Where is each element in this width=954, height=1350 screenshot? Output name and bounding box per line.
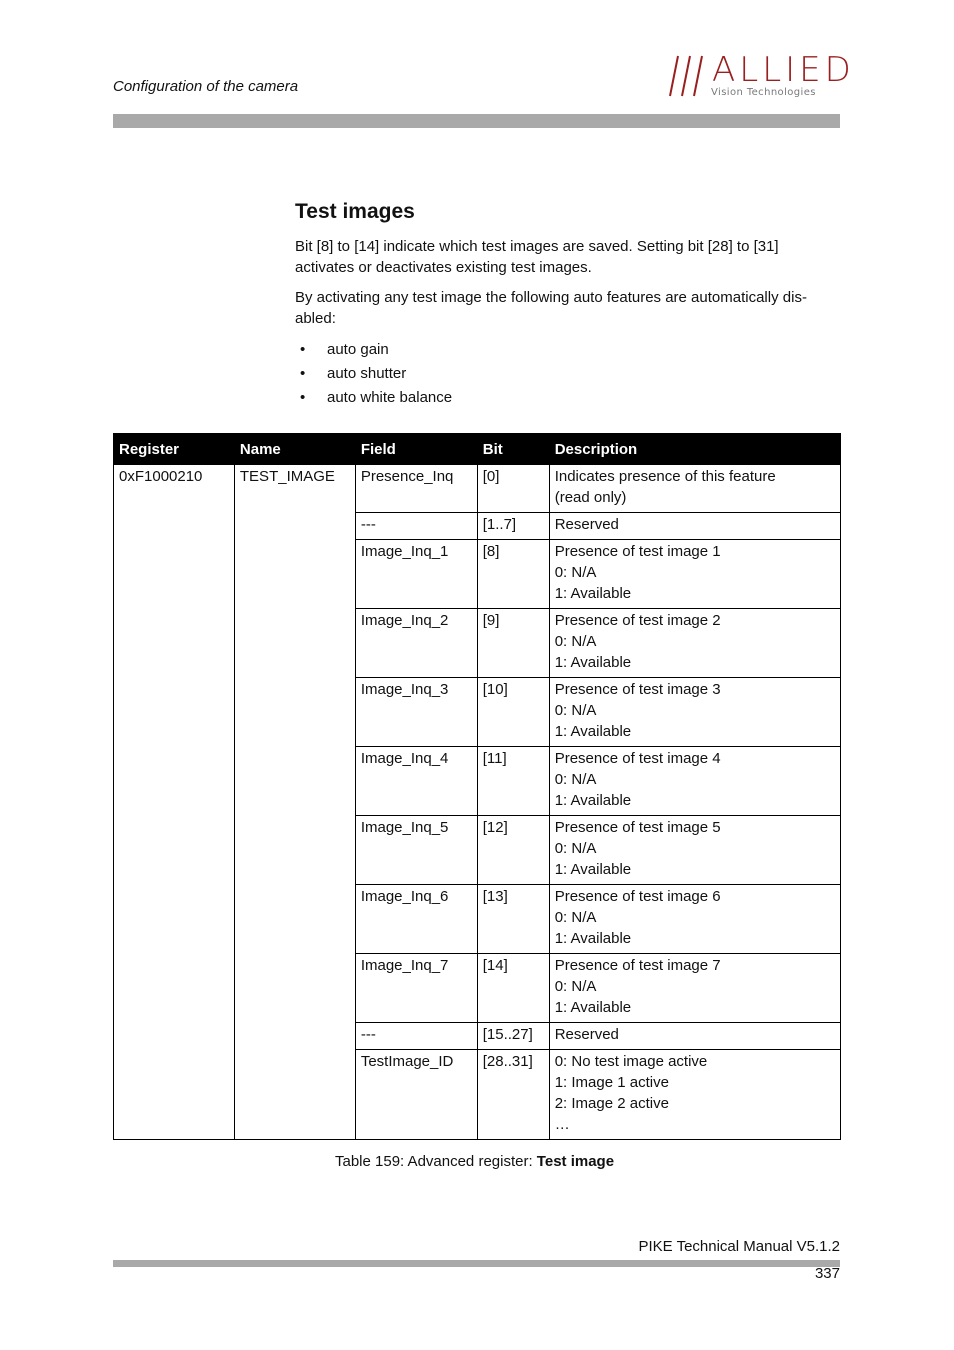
col-header-description: Description	[549, 434, 840, 465]
field-cell: Image_Inq_5	[355, 816, 477, 885]
bit-cell: [15..27]	[477, 1023, 549, 1050]
field-cell: Image_Inq_2	[355, 609, 477, 678]
list-item: • auto white balance	[295, 386, 841, 410]
table-header-row	[114, 434, 841, 465]
section-heading: Test images	[295, 200, 415, 223]
bit-cell: [14]	[477, 954, 549, 1023]
allied-logo	[668, 50, 855, 100]
field-cell: Image_Inq_1	[355, 540, 477, 609]
description-cell	[549, 678, 840, 747]
bit-cell: [0]	[477, 465, 549, 513]
running-header-title: Configuration of the camera	[113, 78, 299, 95]
table-body	[114, 465, 841, 1140]
bit-cell: [1..7]	[477, 513, 549, 540]
description-line: 0: No test image active	[554, 1053, 708, 1070]
description-line: 0: N/A	[554, 978, 597, 995]
field-cell: Image_Inq_7	[355, 954, 477, 1023]
col-header-register: Register	[114, 434, 235, 465]
register-table	[113, 433, 841, 1140]
description-line: Presence of test image 7	[554, 957, 721, 974]
description-line: 1: Image 1 active	[554, 1074, 669, 1091]
description-cell	[549, 1023, 840, 1050]
description-line: 1: Available	[554, 723, 632, 740]
bit-cell: [8]	[477, 540, 549, 609]
description-line: Presence of test image 5	[554, 819, 721, 836]
description-cell	[549, 1050, 840, 1140]
list-item: • auto shutter	[295, 362, 841, 386]
footer-rule	[113, 1260, 840, 1267]
table-caption: Table 159: Advanced register: Test image	[335, 1153, 615, 1170]
field-cell: ---	[355, 1023, 477, 1050]
bit-cell: [9]	[477, 609, 549, 678]
auto-features-list	[295, 338, 841, 410]
description-cell	[549, 540, 840, 609]
description-line: Presence of test image 6	[554, 888, 721, 905]
description-line: 1: Available	[554, 861, 632, 878]
description-line: Presence of test image 2	[554, 612, 721, 629]
bullet-icon: •	[300, 365, 306, 382]
description-line: 0: N/A	[554, 840, 597, 857]
description-cell	[549, 465, 840, 513]
logo-slash-icon	[668, 54, 712, 98]
bit-cell: [28..31]	[477, 1050, 549, 1140]
description-cell	[549, 513, 840, 540]
register-cell: 0xF1000210	[114, 465, 235, 1140]
field-cell: Presence_Inq	[355, 465, 477, 513]
field-cell: Image_Inq_4	[355, 747, 477, 816]
field-cell: Image_Inq_3	[355, 678, 477, 747]
logo-subtitle: Vision Technologies	[711, 87, 816, 98]
intro-paragraph: Bit [8] to [14] indicate which test images are saved. Setting bit [28] to [31] activates or deactivates existing test images.	[295, 238, 779, 276]
description-line: 0: N/A	[554, 564, 597, 581]
test-images-section	[295, 200, 841, 410]
col-header-name: Name	[234, 434, 355, 465]
field-cell: ---	[355, 513, 477, 540]
field-cell: TestImage_ID	[355, 1050, 477, 1140]
description-line: 0: N/A	[554, 909, 597, 926]
page-number: 337	[814, 1265, 840, 1282]
description-line: 1: Available	[554, 999, 632, 1016]
description-cell	[549, 816, 840, 885]
bit-cell: [12]	[477, 816, 549, 885]
description-cell	[549, 747, 840, 816]
description-line: 0: N/A	[554, 633, 597, 650]
col-header-bit: Bit	[477, 434, 549, 465]
table-row	[114, 465, 841, 513]
field-cell: Image_Inq_6	[355, 885, 477, 954]
description-line: 1: Available	[554, 585, 632, 602]
description-line: 1: Available	[554, 654, 632, 671]
bullet-icon: •	[300, 389, 306, 406]
description-line: 1: Available	[554, 792, 632, 809]
bit-cell: [10]	[477, 678, 549, 747]
col-header-field: Field	[355, 434, 477, 465]
description-line: Indicates presence of this feature	[554, 468, 776, 485]
description-line: Presence of test image 4	[554, 750, 721, 767]
list-item: • auto gain	[295, 338, 841, 362]
description-cell	[549, 609, 840, 678]
description-line: Presence of test image 1	[554, 543, 721, 560]
bullet-icon: •	[300, 341, 306, 358]
description-line: 0: N/A	[554, 702, 597, 719]
logo-wordmark: ALLIED	[712, 50, 855, 90]
auto-features-paragraph: By activating any test image the following auto features are automatically dis-abled:	[295, 289, 807, 327]
description-line: Reserved	[554, 516, 619, 533]
description-line: …	[554, 1116, 570, 1133]
description-line: 2: Image 2 active	[554, 1095, 669, 1112]
description-cell	[549, 954, 840, 1023]
bit-cell: [13]	[477, 885, 549, 954]
description-line: (read only)	[554, 489, 627, 506]
bit-cell: [11]	[477, 747, 549, 816]
description-line: Presence of test image 3	[554, 681, 721, 698]
description-line: 1: Available	[554, 930, 632, 947]
description-line: 0: N/A	[554, 771, 597, 788]
description-line: Reserved	[554, 1026, 619, 1043]
footer-manual-title: PIKE Technical Manual V5.1.2	[638, 1238, 840, 1255]
name-cell: TEST_IMAGE	[234, 465, 355, 1140]
description-cell	[549, 885, 840, 954]
header-rule	[113, 114, 840, 128]
